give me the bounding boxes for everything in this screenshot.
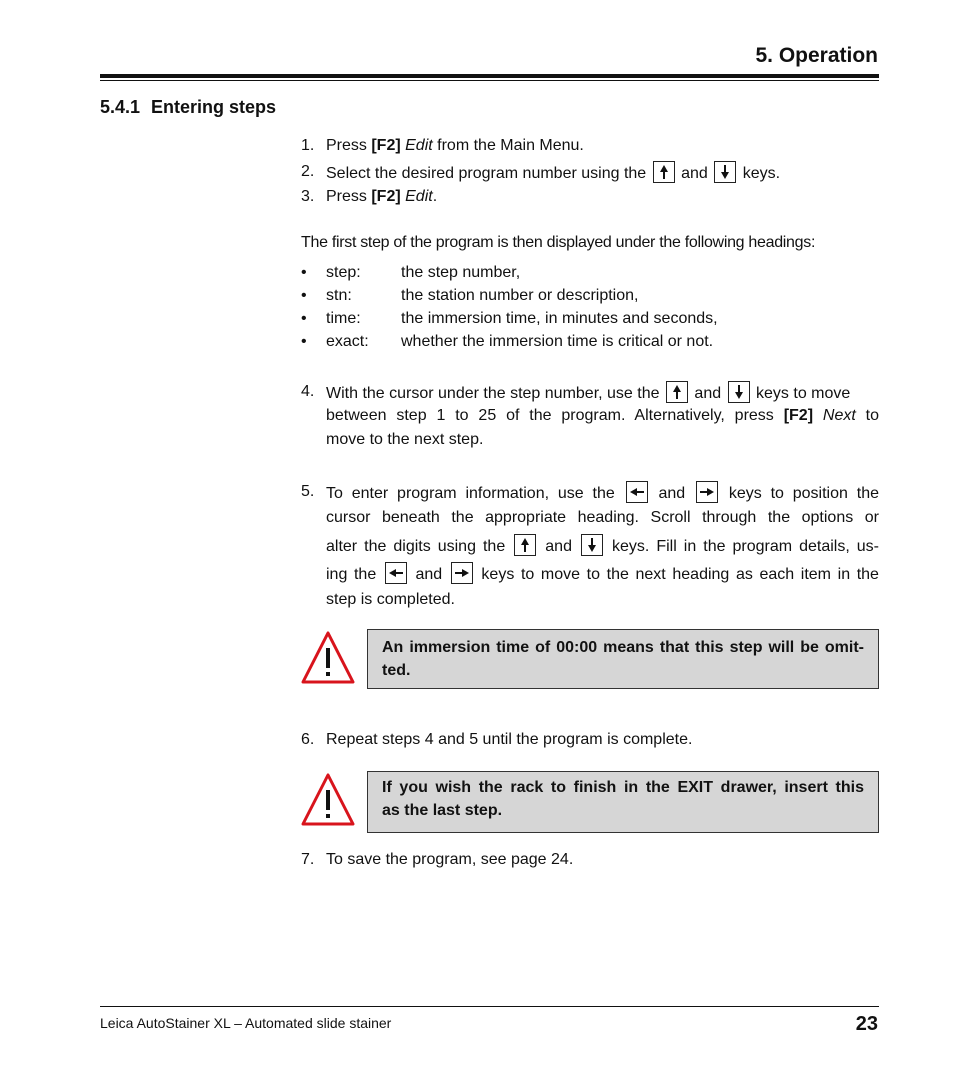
step-5-l4-pre: ing the: [326, 566, 377, 584]
right-arrow-key-icon: [451, 562, 473, 584]
step-5-l1-post: keys to position the: [728, 485, 879, 503]
warning-triangle-icon: [301, 630, 355, 684]
and-text: and: [415, 566, 443, 584]
step-1-pre: Press: [326, 137, 372, 154]
step-2-number: 2.: [301, 163, 315, 180]
warning-1-line-1: An immersion time of 00:00 means that this step will be omit-: [382, 639, 864, 656]
step-4-l2-post: to: [855, 407, 880, 424]
bullet: •: [301, 264, 307, 281]
section-title: Entering steps: [151, 97, 277, 117]
footer-rule: [100, 1006, 879, 1007]
heading-term: step:: [326, 264, 361, 281]
step-7-text: To save the program, see page 24.: [326, 851, 574, 868]
warning-1-line-2: ted.: [382, 662, 411, 679]
f2-key-label: [F2]: [371, 137, 401, 154]
up-arrow-key-icon: [666, 381, 688, 403]
step-2-text: [326, 163, 780, 185]
down-arrow-key-icon: [581, 534, 603, 556]
step-5-line-3: [326, 536, 879, 558]
step-5-l3-post: keys. Fill in the program details, us-: [612, 538, 880, 556]
right-arrow-key-icon: [696, 481, 718, 503]
bullet: •: [301, 333, 307, 350]
bullet: •: [301, 287, 307, 304]
step-3-post: .: [432, 188, 438, 205]
step-5-l1-pre: To enter program information, use the: [326, 485, 615, 503]
step-4-l1-post: keys to move: [756, 385, 851, 403]
footer-product-name: Leica AutoStainer XL – Automated slide stainer: [100, 1015, 392, 1031]
left-arrow-key-icon: [385, 562, 407, 584]
step-5-l3-pre: alter the digits using the: [326, 538, 506, 556]
step-7-number: 7.: [301, 851, 315, 868]
step-3-text: [326, 188, 437, 206]
step-4-l1-pre: With the cursor under the step number, use the: [326, 385, 660, 403]
bullet: •: [301, 310, 307, 327]
step-3-pre: Press: [326, 188, 372, 205]
step-4-l2-pre: between step 1 to 25 of the program. Alternatively, press: [326, 407, 784, 424]
warning-note-2: [367, 771, 879, 833]
step-1-post: from the Main Menu.: [432, 137, 584, 154]
chapter-title: 5. Operation: [755, 44, 878, 67]
step-1-number: 1.: [301, 137, 315, 154]
step-2-pre: Select the desired program number using the: [326, 165, 647, 183]
step-5-line-4: [326, 564, 879, 586]
step-4-line-2: [326, 407, 879, 425]
heading-term: time:: [326, 310, 361, 327]
up-arrow-key-icon: [514, 534, 536, 556]
and-text: and: [681, 165, 708, 183]
step-4-number: 4.: [301, 383, 315, 400]
heading-description: the station number or description,: [401, 287, 639, 304]
up-arrow-key-icon: [653, 161, 675, 183]
heading-description: the immersion time, in minutes and seconds,: [401, 310, 718, 327]
warning-triangle-icon: [301, 772, 355, 826]
and-text: and: [545, 538, 572, 556]
warning-2-line-1: If you wish the rack to finish in the EXIT drawer, insert this: [382, 779, 864, 796]
step-5-number: 5.: [301, 483, 315, 500]
softkey-edit: Edit: [405, 188, 433, 205]
step-4-line-1: [326, 383, 879, 405]
step-5-l4-post: keys to move to the next heading as each item in the: [481, 566, 879, 584]
step-2-post: keys.: [742, 165, 781, 183]
softkey-next: Next: [822, 407, 856, 424]
section-number: 5.4.1: [100, 97, 141, 117]
step-3-number: 3.: [301, 188, 315, 205]
and-text: and: [694, 385, 722, 403]
step-5-line-1: [326, 483, 879, 505]
softkey-edit: Edit: [405, 137, 433, 154]
left-arrow-key-icon: [626, 481, 648, 503]
section-heading: [100, 97, 276, 118]
intro-paragraph: The first step of the program is then displayed under the following headings:: [301, 234, 816, 251]
page-number: 23: [855, 1013, 878, 1035]
step-4-line-3: move to the next step.: [326, 431, 484, 448]
heading-description: whether the immersion time is critical or not.: [401, 333, 714, 350]
header-rule-thick: [100, 74, 879, 78]
and-text: and: [658, 485, 686, 503]
heading-term: exact:: [326, 333, 369, 350]
header-rule-thin: [100, 80, 879, 81]
warning-2-line-2: as the last step.: [382, 802, 503, 819]
down-arrow-key-icon: [728, 381, 750, 403]
heading-term: stn:: [326, 287, 352, 304]
down-arrow-key-icon: [714, 161, 736, 183]
step-1-text: [326, 137, 584, 155]
f2-key-label: [F2]: [783, 407, 814, 424]
step-6-text: Repeat steps 4 and 5 until the program is complete.: [326, 731, 693, 748]
step-5-line-5: step is completed.: [326, 591, 455, 608]
step-6-number: 6.: [301, 731, 315, 748]
heading-description: the step number,: [401, 264, 521, 281]
step-5-line-2: cursor beneath the appropriate heading. Scroll through the options or: [326, 509, 879, 526]
f2-key-label: [F2]: [371, 188, 401, 205]
warning-note-1: [367, 629, 879, 689]
